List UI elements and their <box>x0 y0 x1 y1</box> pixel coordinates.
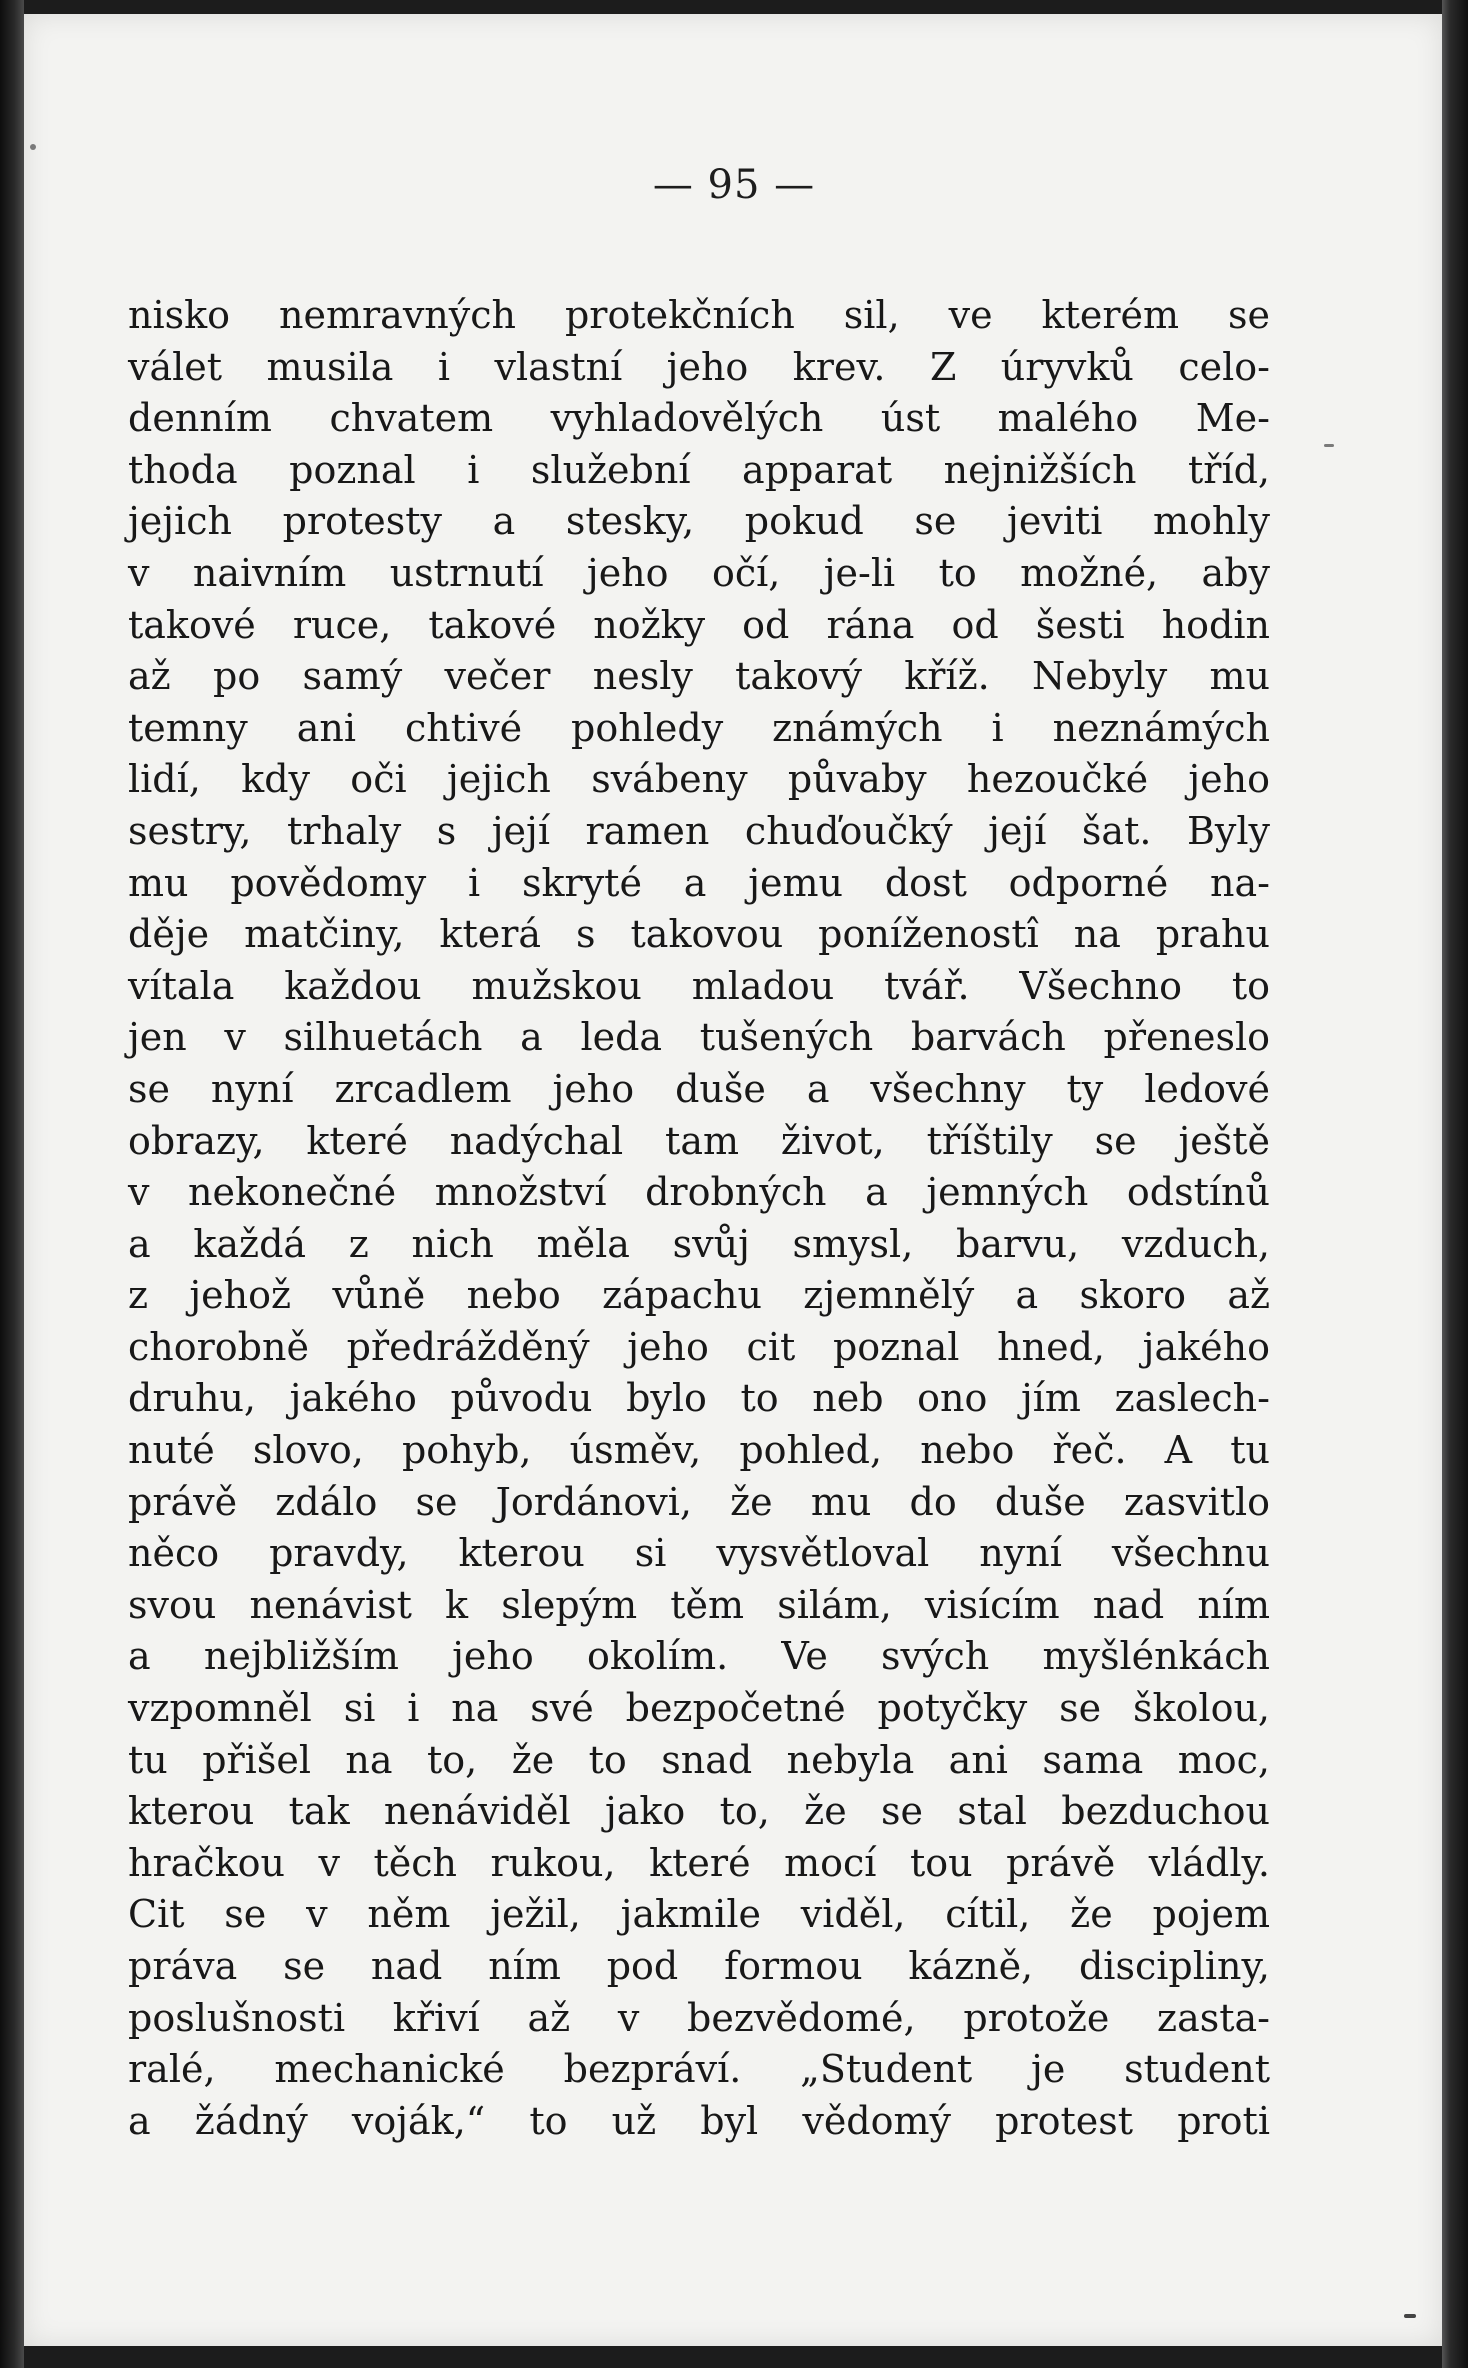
text-line: něco pravdy, kterou si vysvětloval nyní všechnu <box>128 1531 1270 1576</box>
text-line: lidí, kdy oči jejich svábeny půvaby hezoučké jeho <box>128 757 1270 802</box>
text-line: chorobně předrážděný jeho cit poznal hned, jakého <box>128 1324 1270 1369</box>
text-line: válet musila i vlastní jeho krev. Z úryvků celo- <box>128 344 1270 389</box>
text-line: v nekonečné množství drobných a jemných odstínů <box>128 1170 1270 1215</box>
text-line: jen v silhuetách a leda tušených barvách přeneslo <box>128 1015 1270 1060</box>
text-line: denním chvatem vyhladovělých úst malého Me- <box>128 396 1270 441</box>
text-line: kterou tak nenáviděl jako to, že se stal bezduchou <box>128 1789 1270 1834</box>
binding-shadow-right <box>1442 0 1468 2368</box>
text-line: vítala každou mužskou mladou tvář. Všechno to <box>128 963 1270 1008</box>
text-line: sestry, trhaly s její ramen chuďoučký její šat. Byly <box>128 808 1270 853</box>
page-number: — 95 — <box>652 162 816 208</box>
text-line: Cit se v něm ježil, jakmile viděl, cítil, že pojem <box>128 1892 1270 1937</box>
text-line: v naivním ustrnutí jeho očí, je-li to možné, aby <box>128 550 1270 595</box>
binding-shadow-left <box>0 0 24 2368</box>
text-line: temny ani chtivé pohledy známých i neznámých <box>128 705 1270 750</box>
text-line: mu povědomy i skryté a jemu dost odporné na- <box>128 860 1270 905</box>
text-line: právě zdálo se Jordánovi, že mu do duše zasvitlo <box>128 1479 1270 1524</box>
text-line: práva se nad ním pod formou kázně, discipliny, <box>128 1944 1270 1988</box>
text-line: a nejbližším jeho okolím. Ve svých myšlénkách <box>128 1634 1270 1679</box>
text-line: vzpomněl si i na své bezpočetné potyčky se školou, <box>128 1686 1270 1731</box>
text-line: nisko nemravných protekčních sil, ve kterém se <box>128 293 1270 337</box>
text-line: takové ruce, takové nožky od rána od šesti hodin <box>128 602 1270 647</box>
text-line: z jehož vůně nebo zápachu zjemnělý a skoro až <box>128 1273 1270 1318</box>
text-line: thoda poznal i služební apparat nejnižších tříd, <box>128 447 1270 492</box>
text-line: tu přišel na to, že to snad nebyla ani sama moc, <box>128 1737 1270 1782</box>
text-line: děje matčiny, která s takovou poníženostî na prahu <box>128 912 1270 957</box>
text-line: nuté slovo, pohyb, úsměv, pohled, nebo řeč. A tu <box>128 1428 1270 1473</box>
text-line: obrazy, které nadýchal tam život, tříštily se ještě <box>128 1118 1270 1163</box>
text-line: až po samý večer nesly takový kříž. Nebyly mu <box>128 654 1270 699</box>
paper-speck <box>1404 2314 1416 2318</box>
text-line: a každá z nich měla svůj smysl, barvu, vzduch, <box>128 1221 1270 1266</box>
paper-speck <box>30 144 36 150</box>
text-line: svou nenávist k slepým těm silám, visícím nad ním <box>128 1582 1270 1627</box>
page-body-text <box>128 290 1270 2147</box>
text-line: hračkou v těch rukou, které mocí tou právě vládly. <box>128 1840 1270 1885</box>
text-line: ralé, mechanické bezpráví. „Student je student <box>128 2047 1270 2092</box>
text-line: druhu, jakého původu bylo to neb ono jím zaslech- <box>128 1376 1270 1421</box>
text-line: se nyní zrcadlem jeho duše a všechny ty ledové <box>128 1066 1270 1111</box>
paper-speck <box>1324 444 1334 447</box>
text-line: jejich protesty a stesky, pokud se jeviti mohly <box>128 499 1270 544</box>
text-line: a žádný voják,“ to už byl vědomý protest proti <box>128 2098 1270 2143</box>
text-line: poslušnosti křiví až v bezvědomé, protože zasta- <box>128 1995 1270 2040</box>
